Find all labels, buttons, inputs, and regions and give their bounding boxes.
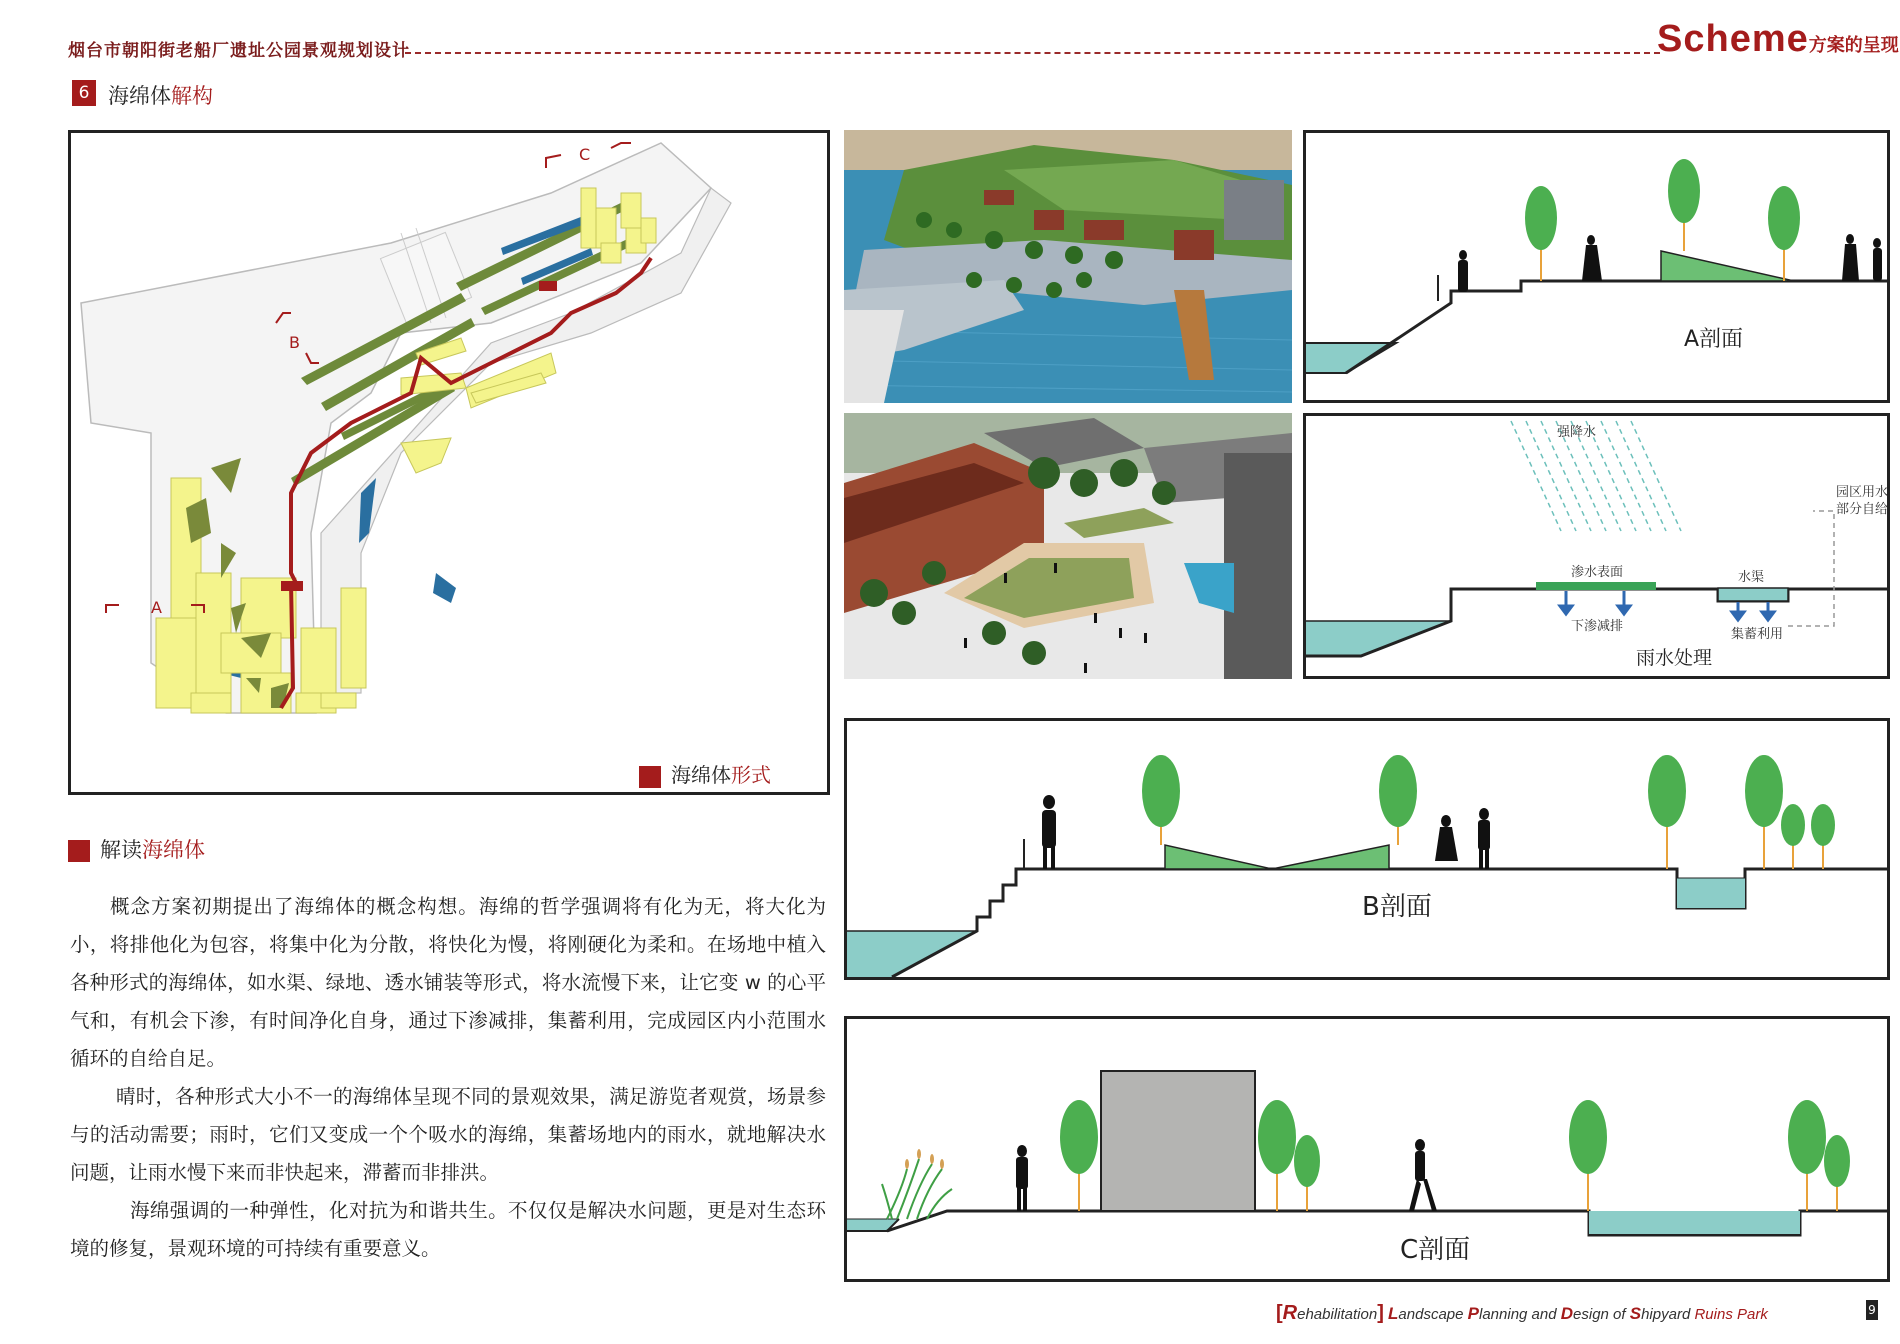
site-plan-drawing <box>71 133 827 792</box>
site-plan-caption <box>639 759 771 788</box>
footer-rehab: ehabilitation <box>1297 1306 1378 1323</box>
caption-accent: 形式 <box>731 763 771 787</box>
section-number: 6 <box>72 80 96 106</box>
section-a-panel <box>1303 130 1890 403</box>
section-title-accent: 解构 <box>171 84 213 108</box>
reading-title-main: 解读 <box>100 838 142 862</box>
footer-t4: hipyard <box>1641 1306 1695 1323</box>
section-a-label: A剖面 <box>1684 327 1744 352</box>
infiltrate-label: 下渗减排 <box>1571 619 1624 634</box>
footer-bracket-open: [ <box>1276 1302 1283 1324</box>
paragraph-3: 海绵强调的一种弹性，化对抗为和谐共生。不仅仅是解决水问题，更是对生态环境的修复，景观环境的可持续有重要意义。 <box>70 1199 826 1260</box>
rainwater-drawing <box>1306 416 1887 676</box>
section-b-drawing <box>847 721 1887 977</box>
section-c-marker: C <box>579 145 591 164</box>
section-title <box>108 80 213 110</box>
footer-bracket-close: ] <box>1377 1302 1384 1324</box>
reading-title-accent: 海绵体 <box>142 838 205 862</box>
section-c-label: C剖面 <box>1400 1235 1471 1265</box>
header-divider <box>405 52 1660 54</box>
building-block <box>1101 1071 1255 1211</box>
permeable-surface-bar <box>1536 582 1656 590</box>
footer-p: P <box>1467 1304 1479 1323</box>
scheme-heading <box>1657 18 1899 61</box>
section-b-panel <box>844 718 1890 980</box>
rainwater-panel <box>1303 413 1890 679</box>
section-b-marker: B <box>289 333 300 352</box>
scheme-subtitle: 方案的呈现 <box>1808 35 1899 55</box>
caption-main: 海绵体 <box>671 763 731 787</box>
permeable-surface-label: 渗水表面 <box>1571 565 1624 580</box>
section-a-drawing <box>1306 133 1887 400</box>
project-title: 烟台市朝阳街老船厂遗址公园景观规划设计 <box>68 41 410 61</box>
footer-d: D <box>1560 1304 1574 1323</box>
caption-square <box>639 766 661 788</box>
people <box>1042 795 1490 869</box>
reading-text <box>70 888 826 1268</box>
heavy-rain-label: 强降水 <box>1557 425 1597 440</box>
reading-title-square <box>68 840 90 862</box>
footer-r: R <box>1282 1302 1298 1324</box>
section-c-drawing <box>847 1019 1887 1279</box>
site-plan-panel <box>68 130 830 795</box>
page-number: 9 <box>1866 1300 1878 1320</box>
plaza-render <box>844 413 1292 679</box>
footer-s: S <box>1629 1304 1642 1323</box>
channel-box <box>1718 588 1788 601</box>
section-b-label: B剖面 <box>1362 892 1432 922</box>
footer-ruins: Ruins Park <box>1694 1306 1768 1323</box>
section-a-marker: A <box>151 598 162 617</box>
park-use-label-2: 部分自给 <box>1836 502 1887 517</box>
footer-caption <box>1276 1302 1768 1325</box>
footer-l: L <box>1388 1304 1399 1323</box>
section-c-panel <box>844 1016 1890 1282</box>
footer-t2: lanning and <box>1479 1306 1561 1323</box>
aerial-render <box>844 130 1292 403</box>
footer-t1: andscape <box>1398 1306 1468 1323</box>
rainwater-title: 雨水处理 <box>1636 647 1713 669</box>
footer-t3: esign of <box>1573 1306 1630 1323</box>
channel-label: 水渠 <box>1738 570 1765 585</box>
paragraph-2: 晴时，各种形式大小不一的海绵体呈现不同的景观效果，满足游览者观赏，场景参与的活动需要；雨时，它们又变成一个个吸水的海绵，集蓄场地内的雨水，就地解决水问题，让雨水慢下来而非快起来，滞蓄而非排洪。 <box>70 1085 826 1184</box>
reading-title <box>68 834 205 864</box>
park-use-label-1: 园区用水 <box>1836 485 1887 500</box>
collect-label: 集蓄利用 <box>1731 627 1784 642</box>
section-title-main: 海绵体 <box>108 84 171 108</box>
paragraph-1: 概念方案初期提出了海绵体的概念构想。海绵的哲学强调将有化为无，将大化为小，将排他化为包容，将集中化为分散，将快化为慢，将刚硬化为柔和。在场地中植入各种形式的海绵体，如水渠、绿地、透水铺装等形式，将水流慢下来，让它变 w 的心平气和，有机会下渗，有时间净化自身，通过下渗减排，集蓄利用，完成园区内小范围水循环的自给自足。 <box>70 895 826 1070</box>
scheme-word: Scheme <box>1657 18 1809 60</box>
